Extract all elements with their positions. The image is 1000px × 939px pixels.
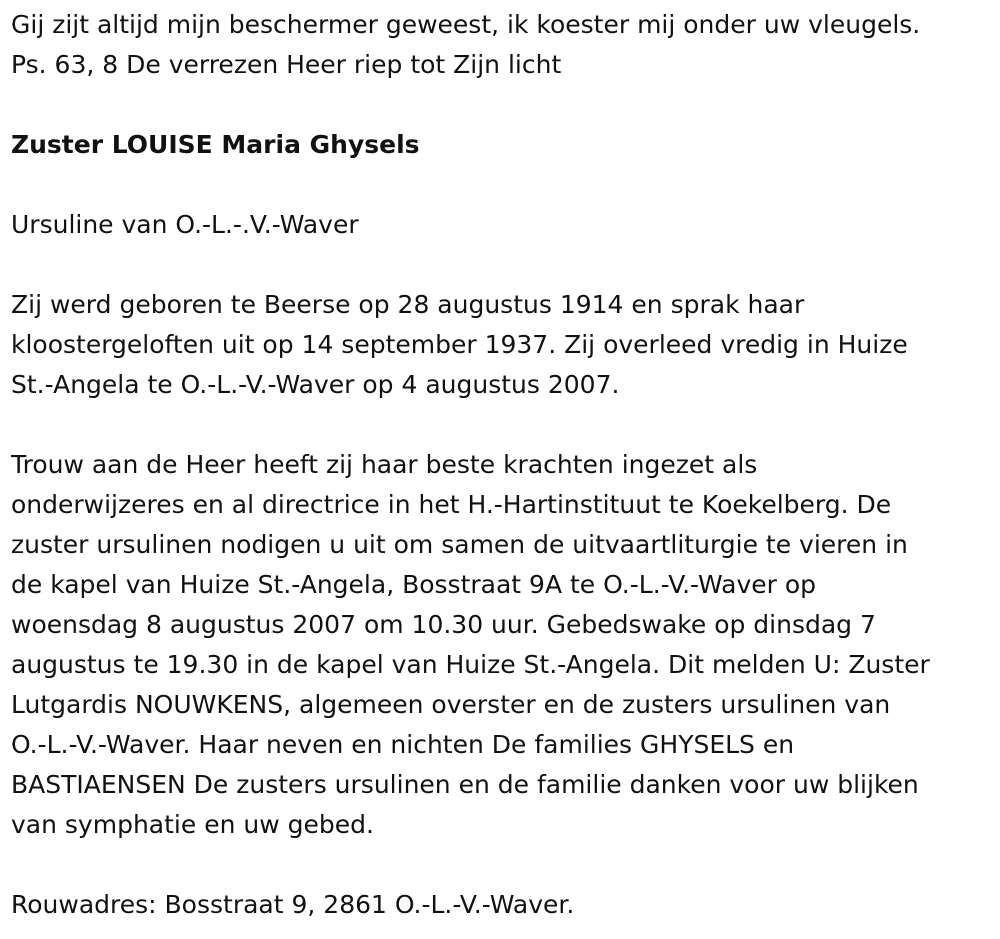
paragraph-gap: [11, 405, 991, 445]
deceased-name: Zuster LOUISE Maria Ghysels: [11, 130, 420, 159]
quote-reference-line: Ps. 63, 8 De verrezen Heer riep tot Zijn licht: [11, 50, 562, 79]
body-line: augustus te 19.30 in de kapel van Huize St.-Angela. Dit melden U: Zuster: [11, 650, 930, 679]
obituary-document: [11, 5, 991, 925]
body-line: O.-L.-V.-Waver. Haar neven en nichten De families GHYSELS en: [11, 730, 795, 759]
bio-line: kloostergeloften uit op 14 september 1937. Zij overleed vredig in Huize: [11, 330, 908, 359]
body-line: woensdag 8 augustus 2007 om 10.30 uur. Gebedswake op dinsdag 7: [11, 610, 876, 639]
religious-order: Ursuline van O.-L.-.V.-Waver: [11, 210, 359, 239]
bio-line: Zij werd geboren te Beerse op 28 augustus 1914 en sprak haar: [11, 290, 805, 319]
paragraph-gap: [11, 165, 991, 205]
bio-line: St.-Angela te O.-L.-V.-Waver op 4 augustus 2007.: [11, 370, 620, 399]
paragraph-gap: [11, 85, 991, 125]
body-line: Lutgardis NOUWKENS, algemeen overster en de zusters ursulinen van: [11, 690, 891, 719]
body-line: onderwijzeres en al directrice in het H.-Hartinstituut te Koekelberg. De: [11, 490, 892, 519]
body-line: BASTIAENSEN De zusters ursulinen en de familie danken voor uw blijken: [11, 770, 919, 799]
mourning-address: Rouwadres: Bosstraat 9, 2861 O.-L.-V.-Waver.: [11, 890, 575, 919]
paragraph-gap: [11, 845, 991, 885]
body-line: van symphatie en uw gebed.: [11, 810, 374, 839]
quote-line: Gij zijt altijd mijn beschermer geweest, ik koester mij onder uw vleugels.: [11, 10, 921, 39]
body-line: de kapel van Huize St.-Angela, Bosstraat 9A te O.-L.-V.-Waver op: [11, 570, 817, 599]
body-line: Trouw aan de Heer heeft zij haar beste krachten ingezet als: [11, 450, 758, 479]
paragraph-gap: [11, 245, 991, 285]
body-line: zuster ursulinen nodigen u uit om samen de uitvaartliturgie te vieren in: [11, 530, 908, 559]
